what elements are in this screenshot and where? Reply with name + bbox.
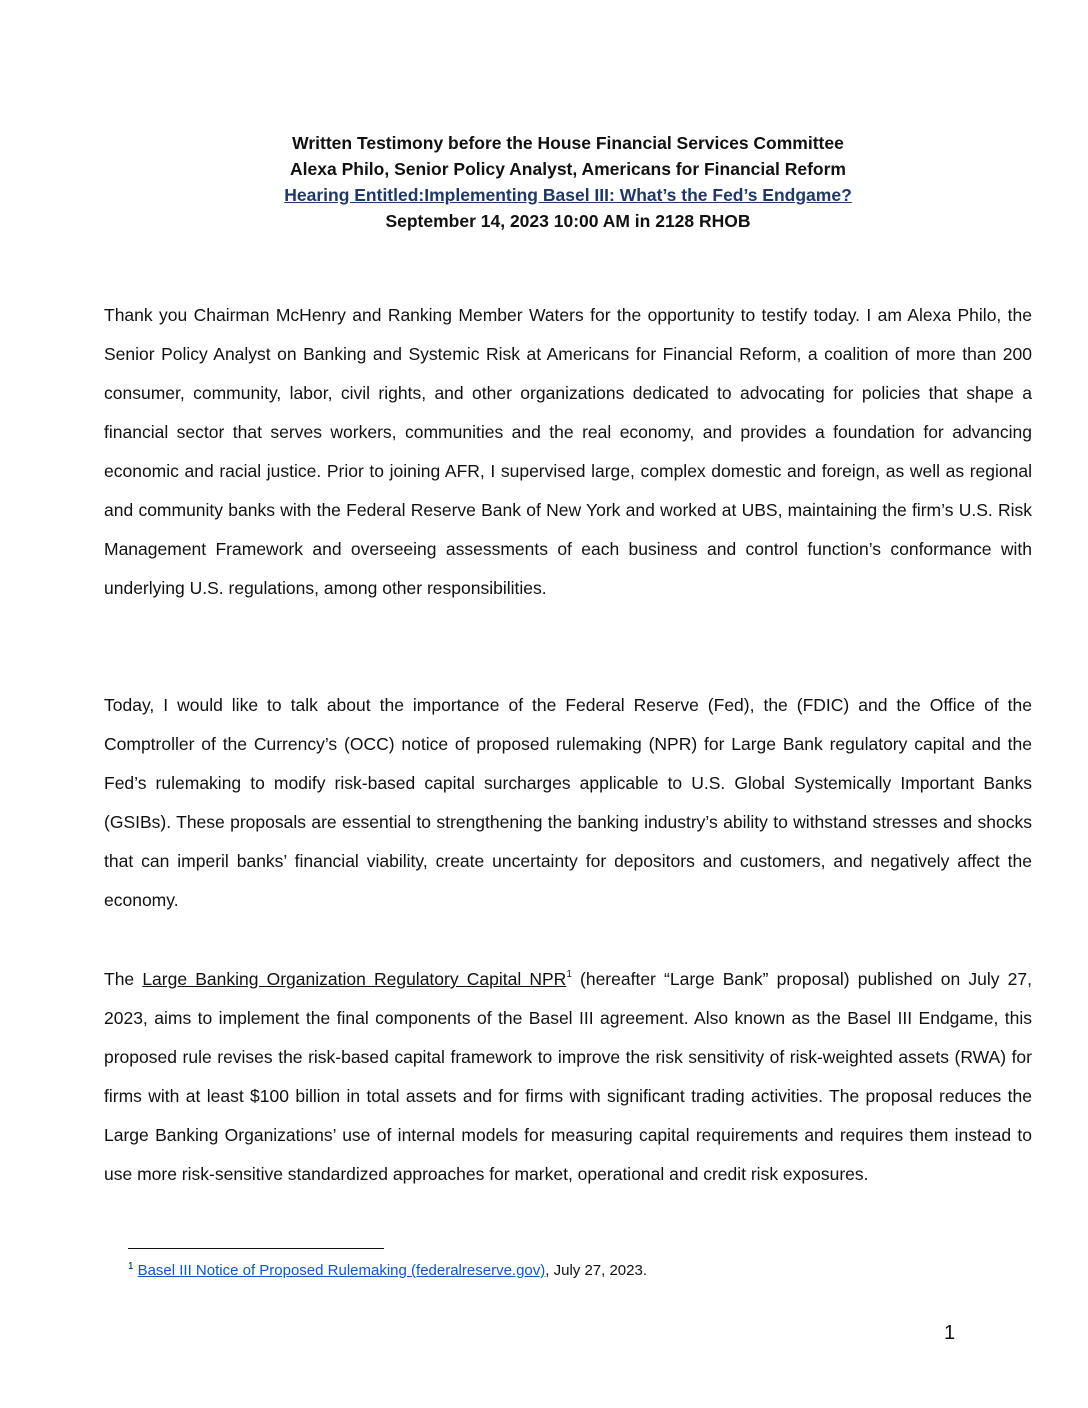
testimony-header <box>104 130 1032 234</box>
author-line: Alexa Philo, Senior Policy Analyst, Americans for Financial Reform <box>290 159 846 179</box>
footnote-date: , July 27, 2023. <box>545 1262 647 1279</box>
page-number: 1 <box>944 1322 956 1344</box>
paragraph-large-bank-proposal <box>104 960 1032 1194</box>
paragraph-body-text: (hereafter “Large Bank” proposal) published on July 27, 2023, aims to implement the final components of the Basel III agreement. Also known as the Basel III Endgame, this proposed rule revises the risk-based capital framework to improve the risk sensitivity of risk-weighted assets (RWA) for firms with at least $100 billion in total assets and for firms with significant trading activities. The proposal reduces the Large Banking Organizations’ use of internal models for measuring capital requirements and requires them instead to use more risk-sensitive standardized approaches for market, operational and credit risk exposures. <box>104 969 1032 1184</box>
hearing-title-link[interactable]: Hearing Entitled:Implementing Basel III: What’s the Fed’s Endgame? <box>284 185 852 205</box>
paragraph-lead-text: The <box>104 969 143 989</box>
footnote-source-link[interactable]: Basel III Notice of Proposed Rulemaking (federalreserve.gov) <box>137 1262 546 1279</box>
large-bank-npr-link[interactable]: Large Banking Organization Regulatory Capital NPR <box>142 969 567 989</box>
footnote-reference[interactable]: 1 <box>566 969 572 980</box>
paragraph-introduction: Thank you Chairman McHenry and Ranking Member Waters for the opportunity to testify today. I am Alexa Philo, the Senior Policy Analyst on Banking and Systemic Risk at Americans for Financial Reform, a coalition of more than 200 consumer, community, labor, civil rights, and other organizations dedicated to advocating for policies that shape a financial sector that serves workers, communities and the real economy, and provides a foundation for advancing economic and racial justice. Prior to joining AFR, I supervised large, complex domestic and foreign, as well as regional and community banks with the Federal Reserve Bank of New York and worked at UBS, maintaining the firm’s U.S. Risk Management Framework and overseeing assessments of each business and control function’s conformance with underlying U.S. regulations, among other responsibilities. <box>104 305 1032 598</box>
footnote-number: 1 <box>128 1261 134 1272</box>
testimony-title: Written Testimony before the House Financial Services Committee <box>292 133 844 153</box>
paragraph-proposals: Today, I would like to talk about the importance of the Federal Reserve (Fed), the (FDIC) and the Office of the Comptroller of the Currency’s (OCC) notice of proposed rulemaking (NPR) for Large Bank regulatory capital and the Fed’s rulemaking to modify risk-based capital surcharges applicable to U.S. Global Systemically Important Banks (GSIBs). These proposals are essential to strengthening the banking industry’s ability to withstand stresses and shocks that can imperil banks’ financial viability, create uncertainty for depositors and customers, and negatively affect the economy. <box>104 695 1032 910</box>
hearing-date-location: September 14, 2023 10:00 AM in 2128 RHOB <box>385 211 751 231</box>
footnote-divider <box>128 1248 384 1249</box>
footnote <box>128 1260 647 1282</box>
